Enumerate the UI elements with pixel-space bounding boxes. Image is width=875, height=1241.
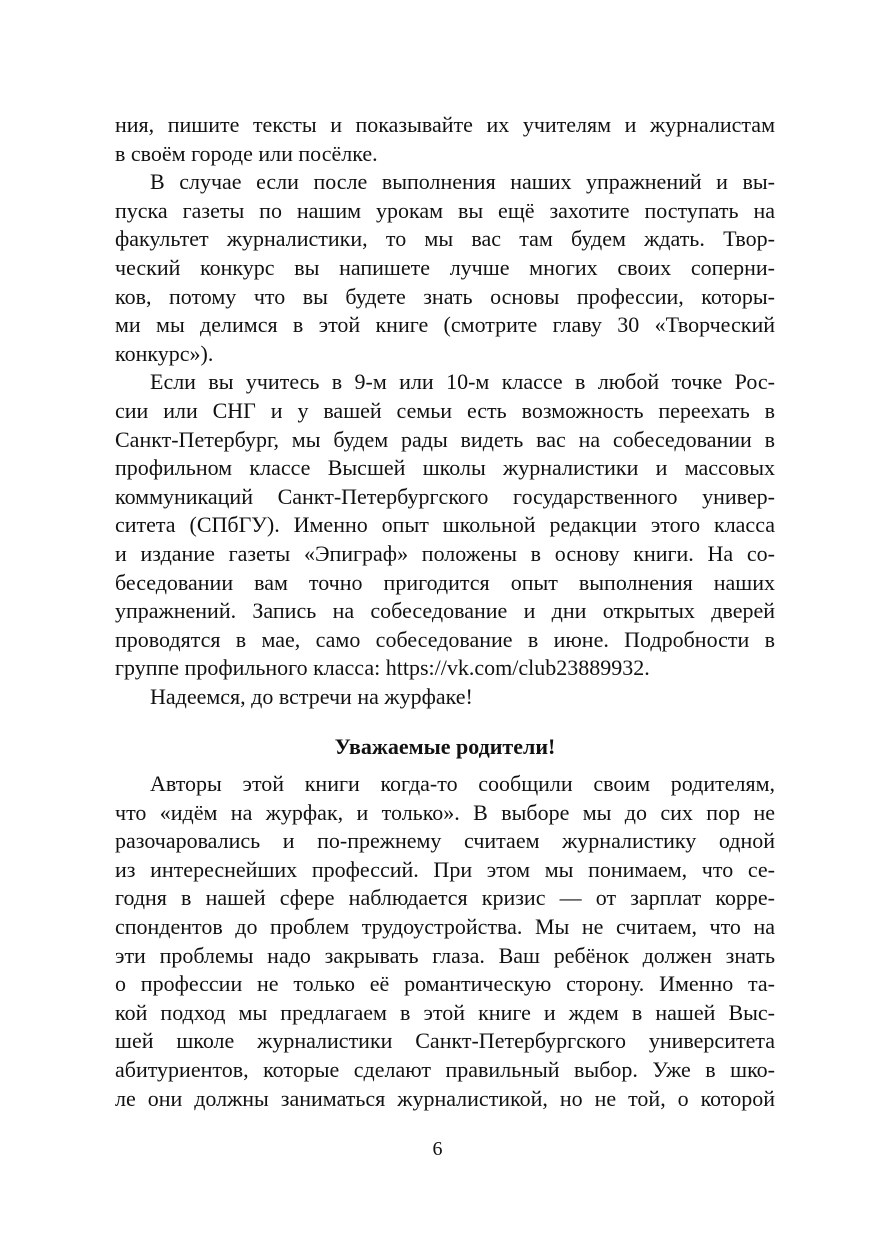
text-line: разочаровались и по-прежнему считаем журналистику одной — [115, 828, 775, 854]
text-line: о профессии не только её романтическую сторону. Именно та- — [115, 971, 775, 997]
text-line: и издание газеты «Эпиграф» положены в основу книги. На со- — [115, 540, 775, 566]
text-line: ческий конкурс вы напишете лучше многих своих соперни- — [115, 254, 775, 280]
text-line: Авторы этой книги когда-то сообщили своим родителям, — [150, 771, 775, 796]
text-line: из интереснейших профессий. При этом мы понимаем, что се- — [115, 856, 775, 882]
text-line: ков, потому что вы будете знать основы профессии, которы- — [115, 283, 775, 309]
text-line: проводятся в мае, само собеседование в июне. Подробности в — [115, 626, 775, 652]
text-line: беседовании вам точно пригодится опыт выполнения наших — [115, 569, 775, 595]
text-line: кой подход мы предлагаем в этой книге и ждем в нашей Выс- — [115, 999, 775, 1025]
text-line: пуска газеты по нашим урокам вы ещё захотите поступать на — [115, 197, 775, 223]
text-line: конкурс»). — [115, 340, 214, 366]
text-line: факультет журналистики, то мы вас там будем ждать. Твор- — [115, 226, 775, 252]
text-line: эти проблемы надо закрывать глаза. Ваш ребёнок должен знать — [115, 942, 775, 968]
text-line: группе профильного класса: https://vk.com/club23889932. — [115, 655, 650, 681]
text-line: годня в нашей сфере наблюдается кризис — от зарплат корре- — [115, 885, 775, 911]
text-line: Если вы учитесь в 9-м или 10-м классе в любой точке Рос- — [150, 369, 775, 395]
section-heading: Уважаемые родители! — [334, 734, 556, 759]
text-line: профильном классе Высшей школы журналистики и массовых — [115, 455, 775, 481]
text-line: ле они должны заниматься журналистикой, но не той, о которой — [115, 1085, 775, 1111]
text-line: упражнений. Запись на собеседование и дни открытых дверей — [115, 598, 775, 624]
text-line: в своём городе или посёлке. — [115, 140, 378, 166]
text-line: В случае если после выполнения наших упражнений и вы- — [150, 169, 775, 195]
text-line: шей школе журналистики Санкт-Петербургского университета — [115, 1028, 775, 1054]
section-1-text — [115, 111, 775, 711]
text-line: абитуриентов, которые сделают правильный выбор. Уже в шко- — [115, 1056, 775, 1082]
text-line: ситета (СПбГУ). Именно опыт школьной редакции этого класса — [115, 512, 775, 538]
page-number: 6 — [432, 1138, 443, 1160]
text-line: что «идём на журфак, и только». В выборе мы до сих пор не — [115, 799, 775, 825]
text-line: ния, пишите тексты и показывайте их учителям и журналистам — [115, 112, 775, 137]
text-line: коммуникаций Санкт-Петербургского государственного универ- — [115, 483, 775, 509]
text-line: ми мы делимся в этой книге (смотрите главу 30 «Творческий — [115, 312, 775, 338]
section-2-text — [115, 770, 775, 1113]
text-line: сии или СНГ и у вашей семьи есть возможность переехать в — [115, 397, 775, 423]
text-line: спондентов до проблем трудоустройства. Мы не считаем, что на — [115, 913, 775, 939]
text-line: Надеемся, до встречи на журфаке! — [150, 683, 473, 709]
text-line: Санкт-Петербург, мы будем рады видеть вас на собеседовании в — [115, 426, 775, 452]
